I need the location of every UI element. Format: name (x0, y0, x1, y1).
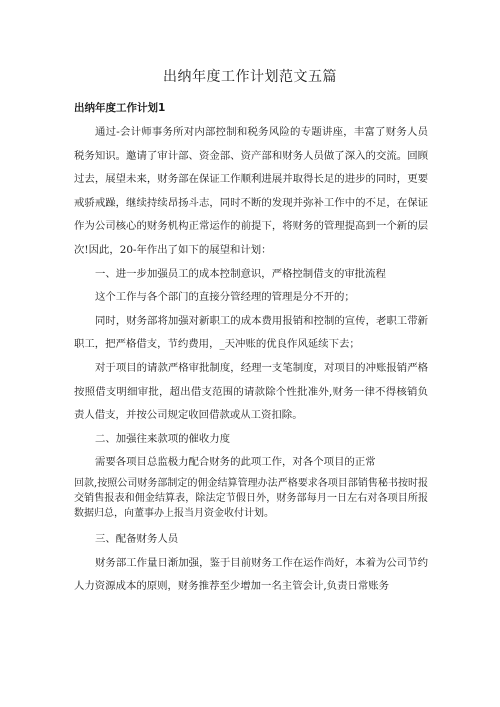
paragraph-heading-3: 三、配备财务人员 (95, 532, 179, 545)
paragraph: 这个工作与各个部门的直接分管经理的管理是分不开的； (95, 291, 355, 304)
document-title: 出纳年度工作计划范文五篇 (163, 69, 337, 85)
paragraph: 需要各项目总监极力配合财务的此项工作，对各个项目的正常 (95, 456, 376, 469)
section-heading: 出纳年度工作计划1 (74, 102, 166, 114)
document-body (74, 121, 428, 599)
paragraph: 同时，财务部将加强对新职工的成本费用报销和控制的宣传，老职工带新职工，把严格借支，节约费用，_天冲账的优良作风延续下去； (74, 314, 428, 351)
paragraph-dense: 回款,按照公司财务部制定的佣金结算管理办法严格要求各项目部销售秘书按时报交销售报表和佣金结算表，除法定节假日外，财务部每月一日左右对各项目所报数据归总，向董事办上报当月资金收付计划。 (74, 477, 428, 519)
paragraph-heading-2: 二、加强往来款项的催收力度 (95, 432, 231, 445)
paragraph-intro: 通过-会计师事务所对内部控制和税务风险的专题讲座，丰富了财务人员税务知识。邀请了审计部、资金部、资产部和财务人员做了深入的交流。回顾过去，展望未来，财务部在保证工作顺利进展并取得长足的进步的同时，更要戒骄戒躁，继续持续昂扬斗志，同时不断的发现并弥补工作中的不足，在保证作为公司核心的财务机构正常运作的前提下，将财务的管理提高到一个新的层次!因此，20-年作出了如下的展望和计划： (74, 126, 428, 256)
paragraph-heading-1: 一、进一步加强员工的成本控制意识，严格控制借支的审批流程 (95, 267, 386, 280)
paragraph: 财务部工作量日渐加强，鉴于目前财务工作在运作尚好，本着为公司节约人力资源成本的原则，财务推荐至少增加一名主管会计,负责日常账务 (74, 556, 428, 593)
paragraph: 对于项目的请款严格审批制度，经理一支笔制度，对项目的冲账报销严格按照借支明细审批，超出借支范围的请款除个性批准外,财务一律不得核销负责人借支，并按公司规定收回借款或从工资扣除。 (74, 361, 428, 422)
